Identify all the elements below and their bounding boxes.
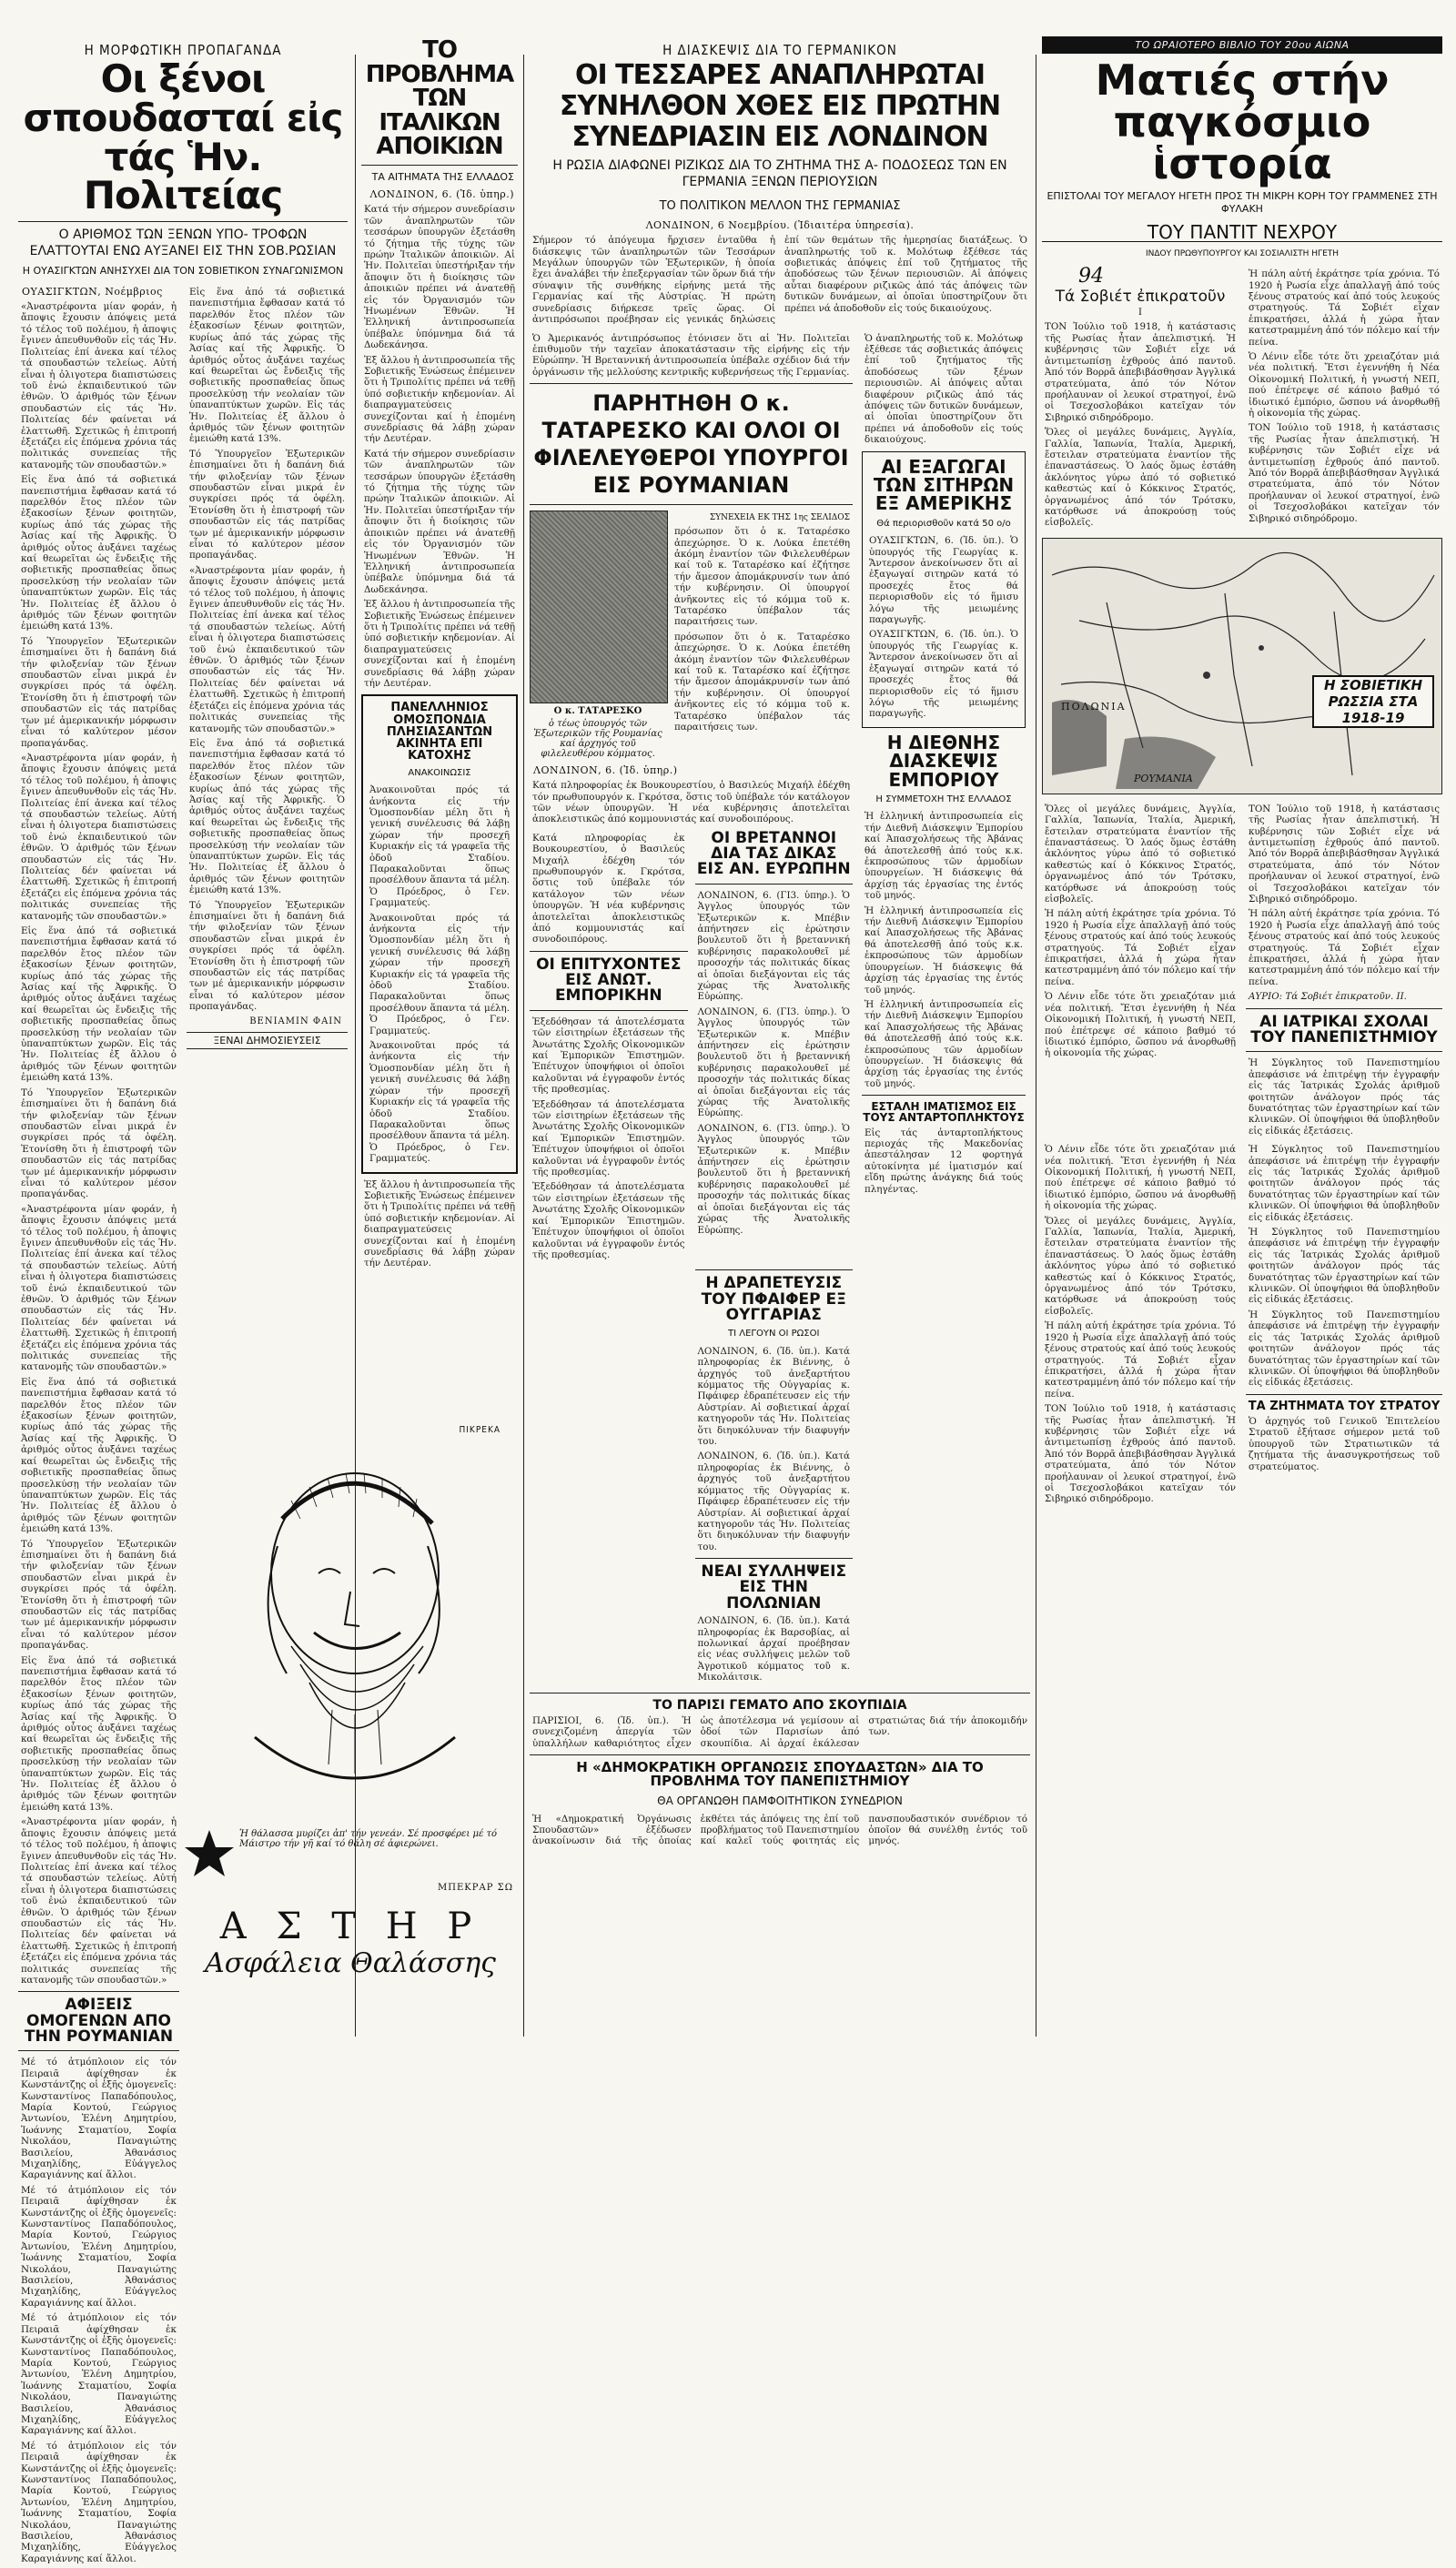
body-paragraph: πρόσωπον ὅτι ὁ κ. Ταταρέσκο ἀπεχώρησε. Ὁ κ. Λούκα ἐπετέθη ἀκόμη ἐναντίον τῶν Φιλελευθέρων καί τοῦ κ. Ταταρέσκο καί ἐζήτησε τήν ἄμεσον ἀπομάκρυνσίν των ἀπό τήν κυβέρνησιν. Οἱ ὑπουργοί ἀνῆκοντες εἰς τό κόμμα τοῦ κ. Ταταρέσκο ὑπέβαλον τάς παραιτήσεις των. (674, 631, 850, 733)
body-paragraph: ΤΟΝ Ἰούλιο τοῦ 1918, ἡ κατάστασις τῆς Ρωσίας ἦταν ἀπελπιστική. Ἡ κυβέρνησις τῶν Σοβιέτ εἶχε νά ἀντιμετωπίσῃ ἐχθρούς ἀπό παντοῦ. Ἀπό τόν Βορρᾶ ἀπεβιβάσθησαν Ἀγγλικά στρατεύματα, ἀπό τόν Νότον προήλαυναν οἱ λευκοί στρατηγοί, ἐνῶ οἱ Τσεχοσλοβάκοι κατεῖχαν τόν Σιβηρικό σιδηρόδρομο. (1249, 803, 1440, 905)
body-paragraph: Ὅλες οἱ μεγάλες δυνάμεις, Ἀγγλία, Γαλλία, Ἰαπωνία, Ἰταλία, Ἀμερική, ἔστειλαν στρατεύματα ἐναντίον τῆς ἐπαναστάσεως. Ὁ λαός ὅμως ἐστάθη ἀκλόνητος γύρω ἀπό τό σοβιετικό καθεστώς καί ὁ Κόκκινος Στρατός, ὀργανωμένος ἀπό τόν Τρότσκυ, κατόρθωσε νά ἀποκρούσῃ τούς εἰσβολεῖς. (1045, 803, 1236, 905)
author-name: ΤΟΥ ΠΑΝΤΙΤ ΝΕΧΡΟΥ (1042, 223, 1442, 242)
body-paragraph: ΛΟΝΔΙΝΟΝ, 6. (Ἰδ. ὑπ.). Κατά πληροφορίας ἐκ Βαρσοβίας, αἱ πολωνικαί ἀρχαί προέβησαν εἰς νέας συλλήψεις μελῶν τοῦ Ἀγροτικοῦ κόμματος τοῦ κ. Μικολάιτσικ. (697, 1615, 850, 1683)
body-paragraph: ΛΟΝΔΙΝΟΝ, 6. (Ἰδ. ὑπ.). Κατά πληροφορίας ἐκ Βιέννης, ὁ ἀρχηγός τοῦ ἀνεξαρτήτου κόμματος τῆς Οὐγγαρίας κ. Πφάιφερ ἐδραπέτευσεν εἰς τήν Αὐστρίαν. Αἱ σοβιετικαί ἀρχαί κατηγοροῦν τάς Ἡν. Πολιτείας ὅτι διηυκόλυναν τήν διαφυγήν του. (697, 1451, 850, 1552)
body-paragraph: ΤΟΝ Ἰούλιο τοῦ 1918, ἡ κατάστασις τῆς Ρωσίας ἦταν ἀπελπιστική. Ἡ κυβέρνησις τῶν Σοβιέτ εἶχε νά ἀντιμετωπίσῃ ἐχθρούς ἀπό παντοῦ. Ἀπό τόν Βορρᾶ ἀπεβιβάσθησαν Ἀγγλικά στρατεύματα, ἀπό τόν Νότον προήλαυναν οἱ λευκοί στρατηγοί, ἐνῶ οἱ Τσεχοσλοβάκοι κατεῖχαν τόν Σιβηρικό σιδηρόδρομο. (1249, 422, 1440, 524)
subhead: ΤΑ ΑΙΤΗΜΑΤΑ ΤΗΣ ΕΛΛΑΔΟΣ (371, 170, 514, 183)
headline-parisi: ΤΟ ΠΑΡΙΣΙ ΓΕΜΑΤΟ ΑΠΟ ΣΚΟΥΠΙΔΙΑ (652, 1697, 907, 1713)
ad-brand: Α Σ Τ Η Ρ (219, 1906, 481, 1947)
body-paragraph: «Ἀναστρέφοντα μίαν φοράν, ἡ ἄποψις ἔχουσιν ἀπόψεις μετά τό τέλος τοῦ πολέμου, ἡ ἀποψις ἔγινεν ἀπευθυνθοῦν εἰς τάς Ἡν. Πολιτείας ἐπί ἀνεκα καί τέλος τά σπουδαστών τελείως. Αὐτή εἶναι ἡ ὀλιγοτερα διαπιστώσεις τοῦ ἐνώ ἐκπαιδευτικού τῶν ἐθνῶν. Ὁ ἀριθμός τῶν ξένων σπουδαστών εἰς τάς Ἡν. Πολιτείας δέν φαίνεται νά ἐλαττωθῆ. Σχετικῶς ἡ ἐπιτροπή ἐξετάζει εἰς ἐπόμενα χρόνια τάς πολιτικάς συνεπείας τῆς κατανομῆς τῶν σπουδαστῶν.» (21, 1816, 177, 1986)
body-paragraph: Ἡ πάλη αὐτή ἐκράτησε τρία χρόνια. Τό 1920 ἡ Ρωσία εἶχε ἀπαλλαγῇ ἀπό τούς ξένους στρατούς καί ἀπό τούς λευκούς στρατηγούς. Τά Σοβιέτ εἶχαν ἐπικρατήσει, ἀλλά ἡ χώρα ἦταν κατεστραμμένη ἀπό τόν πόλεμο καί τήν πείνα. (1045, 908, 1236, 987)
byline: ΒΕΝΙΑΜΙΝ ΦΑΙΝ (249, 1016, 342, 1026)
headline-drapeteusis: Η ΔΡΑΠΕΤΕΥΣΙΣ ΤΟΥ ΠΦΑΙΦΕΡ ΕΞ ΟΥΓΓΑΡΙΑΣ (701, 1274, 846, 1324)
body-paragraph: Ἀνακοινοῦται πρός τά ἀνήκοντα εἰς τήν Ὁμοσπονδίαν μέλη ὅτι ἡ γενική συνέλευσις θά λάβῃ χώραν τήν προσεχῆ Κυριακήν εἰς τά γραφεῖα τῆς ὁδοῦ Σταδίου. Παρακαλοῦνται ὅπως προσέλθουν ἅπαντα τά μέλη. Ὁ Πρόεδρος, ὁ Γεν. Γραμματεύς. (369, 912, 510, 1036)
body-paragraph: Μέ τό ἀτμόπλοιον εἰς τόν Πειραιᾶ ἀφίχθησαν ἐκ Κωνστάντζης οἱ ἑξῆς ὁμογενεῖς: Κωνσταντίνος Παπαδόπουλος, Μαρία Κοντού, Γεώργιος Ἀντωνίου, Ἑλένη Δημητρίου, Ἰωάννης Σταματίου, Σοφία Νικολάου, Παναγιώτης Βασιλείου, Ἀθανάσιος Μιχαηλίδης, Εὐάγγελος Καραγιάννης καί ἄλλοι. (21, 2184, 177, 2309)
body-paragraph: Κατά τήν σήμερον συνεδρίασιν τῶν ἀναπληρωτῶν τῶν τεσσάρων ὑπουργῶν ἐξετάσθη τό ζήτημα τῆς τύχης τῶν πρώην Ἰταλικῶν ἀποικιῶν. Αἱ Ἡν. Πολιτεῖαι ὑπεστήριξαν τήν ἄποψιν ὅτι ἡ διοίκησις τῶν ἀποικιῶν πρέπει νά ἀνατεθῇ εἰς τόν Ὀργανισμόν τῶν Ἡνωμένων Ἐθνῶν. Ἡ Ἑλληνική ἀντιπροσωπεία ὑπέβαλε ὑπόμνημα διά τά Δωδεκάνησα. (364, 204, 515, 351)
body-paragraph: Ἀνακοινοῦται πρός τά ἀνήκοντα εἰς τήν Ὁμοσπονδίαν μέλη ὅτι ἡ γενική συνέλευσις θά λάβῃ χώραν τήν προσεχῆ Κυριακήν εἰς τά γραφεῖα τῆς ὁδοῦ Σταδίου. Παρακαλοῦνται ὅπως προσέλθουν ἅπαντα τά μέλη. Ὁ Πρόεδρος, ὁ Γεν. Γραμματεύς. (369, 784, 510, 909)
kicker: Η ΜΟΡΦΩΤΙΚΗ ΠΡΟΠΑΓΑΝΔΑ (84, 42, 282, 58)
author-description: ΙΝΔΟΥ ΠΡΩΘΥΠΟΥΡΓΟΥ ΚΑΙ ΣΟΣΙΑΛΙΣΤΗ ΗΓΕΤΗ (1145, 248, 1340, 258)
photo-caption: Ο κ. ΤΑΤΑΡΕΣΚΟ (553, 706, 642, 717)
headline-paraitisi-tataresko: ΠΑΡΗΤΗΘΗ Ο κ. ΤΑΤΑΡΕΣΚΟ ΚΑΙ ΟΛΟΙ ΟΙ ΦΙΛΕΛΕΥΘΕΡΟΙ ΥΠΟΥΡΓΟΙ ΕΙΣ ΡΟΥΜΑΝΙΑΝ (533, 390, 849, 499)
body-paragraph: Μέ τό ἀτμόπλοιον εἰς τόν Πειραιᾶ ἀφίχθησαν ἐκ Κωνστάντζης οἱ ἑξῆς ὁμογενεῖς: Κωνσταντίνος Παπαδόπουλος, Μαρία Κοντού, Γεώργιος Ἀντωνίου, Ἑλένη Δημητρίου, Ἰωάννης Σταματίου, Σοφία Νικολάου, Παναγιώτης Βασιλείου, Ἀθανάσιος Μιχαηλίδης, Εὐάγγελος Καραγιάννης καί ἄλλοι. (21, 2057, 177, 2181)
dateline: ΛΟΝΔΙΝΟΝ, 6. (Ἰδ. ὑπηρ.) (369, 188, 514, 201)
headline-zitimata-stratou: ΤΑ ΖΗΤΗΜΑΤΑ ΤΟΥ ΣΤΡΑΤΟΥ (1248, 1399, 1441, 1413)
body-paragraph: Εἰς ἕνα ἀπό τά σοβιετικά πανεπιστήμια ἔφθασαν κατά τό παρελθόν ἔτος πλέον τῶν ἑξακοσίων ξένων φοιτητῶν, κυρίως ἀπό τάς χώρας τῆς Ἀσίας καί τῆς Ἀφρικῆς. Ὁ ἀριθμός οὗτος ἀυξάνει ταχέως καί θεωρεῖται ὡς ἔνδειξις τῆς σοβιετικῆς προσπαθείας ὅπως προσελκύσῃ τήν νεολαίαν τῶν ὑπαναπτύκτων χωρῶν. Εἰς τάς Ἡν. Πολιτείας ἐξ ἄλλου ὁ ἀριθμός τῶν ξένων φοιτητῶν ἐμειώθη κατά 13%. (189, 737, 345, 896)
column-nehru-history (1042, 36, 1442, 2046)
lower-left (530, 329, 853, 1687)
body-paragraph: Ὁ Λένιν εἶδε τότε ὅτι χρειαζόταν μιά νέα πολιτική. Ἔτσι ἐγεννήθη ἡ Νέα Οἰκονομική Πολιτική, ἡ γνωστή ΝΕΠ, πού ἐπέτρεψε σέ κάποιο βαθμό τό ἰδιωτικό ἐμπόριο, ὥσπου νά ἀνορθωθῇ ἡ οἰκονομία τῆς χώρας. (1045, 991, 1236, 1059)
body-paragraph: Ὅλες οἱ μεγάλες δυνάμεις, Ἀγγλία, Γαλλία, Ἰαπωνία, Ἰταλία, Ἀμερική, ἔστειλαν στρατεύματα ἐναντίον τῆς ἐπαναστάσεως. Ὁ λαός ὅμως ἐστάθη ἀκλόνητος γύρω ἀπό τό σοβιετικό καθεστώς καί ὁ Κόκκινος Στρατός, ὀργανωμένος ἀπό τόν Τρότσκυ, κατόρθωσε νά ἀποκρούσῃ τούς εἰσβολεῖς. (1045, 427, 1236, 529)
body-paragraph: Ἡ πάλη αὐτή ἐκράτησε τρία χρόνια. Τό 1920 ἡ Ρωσία εἶχε ἀπαλλαγῇ ἀπό τούς ξένους στρατούς καί ἀπό τούς λευκούς στρατηγούς. Τά Σοβιέτ εἶχαν ἐπικρατήσει, ἀλλά ἡ χώρα ἦταν κατεστραμμένη ἀπό τόν πόλεμο καί τήν πείνα. (1249, 908, 1440, 987)
cartoon-caption: Ἡ θάλασσα μυρίζει ἀπ' τήν γενεάν. Σέ προσφέρει μέ τό Μάιστρο τήν γῆ καί τό θάλη σέ ἀφιερώνει. (239, 1829, 498, 1849)
chapter-title: Τά Σοβιέτ ἐπικρατοῦν (1055, 288, 1226, 307)
photo-subcaption: ὁ τέως ὑπουργός τῶν Ἐξωτερικῶν τῆς Ρουμανίας καί ἀρχηγός τοῦ φιλελευθέρου κόμματος. (533, 719, 662, 760)
column-rule (523, 55, 524, 2037)
subhead-secondary: Η ΟΥΑΣΙΓΚΤΩΝ ΑΝΗΣΥΧΕΙ ΔΙΑ ΤΟΝ ΣΟΒΙΕΤΙΚΟΝ ΣΥΝΑΓΩΝΙΣΜΟΝ (22, 265, 344, 278)
lower-section (530, 329, 1030, 1687)
map-label-romania: ΡΟΥΜΑΝΙΑ (1134, 772, 1193, 784)
body-paragraph: Ὅλες οἱ μεγάλες δυνάμεις, Ἀγγλία, Γαλλία, Ἰαπωνία, Ἰταλία, Ἀμερική, ἔστειλαν στρατεύματα ἐναντίον τῆς ἐπαναστάσεως. Ὁ λαός ὅμως ἐστάθη ἀκλόνητος γύρω ἀπό τό σοβιετικό καθεστώς καί ὁ Κόκκινος Στρατός, ὀργανωμένος ἀπό τόν Τρότσκυ, κατόρθωσε νά ἀποκρούσῃ τούς εἰσβολεῖς. (1045, 1215, 1236, 1317)
continued-tag: ΣΥΝΕΧΕΙΑ ΕΚ ΤΗΣ 1ης ΣΕΛΙΔΟΣ (709, 513, 850, 523)
map-legend: Η ΣΟΒΙΕΤΙΚΗ ΡΩΣΣΙΑ ΣΤΑ 1918-19 (1312, 675, 1434, 728)
headline-epitixontes: ΟΙ ΕΠΙΤΥΧΟΝΤΕΣ ΕΙΣ ΑΝΩΤ. ΕΜΠΟΡΙΚΗΝ (536, 955, 682, 1006)
subhead: Η ΣΥΜΜΕΤΟΧΗ ΤΗΣ ΕΛΛΑΔΟΣ (875, 794, 1012, 804)
body-paragraph: Εἰς ἕνα ἀπό τά σοβιετικά πανεπιστήμια ἔφθασαν κατά τό παρελθόν ἔτος πλέον τῶν ἑξακοσίων ξένων φοιτητῶν, κυρίως ἀπό τάς χώρας τῆς Ἀσίας καί τῆς Ἀφρικῆς. Ὁ ἀριθμός οὗτος ἀυξάνει ταχέως καί θεωρεῖται ὡς ἔνδειξις τῆς σοβιετικῆς προσπαθείας ὅπως προσελκύσῃ τήν νεολαίαν τῶν ὑπαναπτύκτων χωρῶν. Εἰς τάς Ἡν. Πολιτείας ἐξ ἄλλου ὁ ἀριθμός τῶν ξένων φοιτητῶν ἐμειώθη κατά 13%. (189, 287, 345, 445)
body-paragraph: Ἡ ἑλληνική ἀντιπροσωπεία εἰς τήν Διεθνῆ Διάσκεψιν Ἐμπορίου καί Ἀπασχολήσεως τῆς Ἀβάνας θά ἀποτελεσθῇ ἀπό τούς κ.κ. ἐκπροσώπους τῶν ἁρμοδίων ὑπουργείων. Ἡ διάσκεψις θά ἀρχίσῃ τάς ἐργασίας της ἐντός τοῦ μηνός. (864, 998, 1023, 1089)
body-paragraph: ΤΟΝ Ἰούλιο τοῦ 1918, ἡ κατάστασις τῆς Ρωσίας ἦταν ἀπελπιστική. Ἡ κυβέρνησις τῶν Σοβιέτ εἶχε νά ἀντιμετωπίσῃ ἐχθρούς ἀπό παντοῦ. Ἀπό τόν Βορρᾶ ἀπεβιβάσθησαν Ἀγγλικά στρατεύματα, ἀπό τόν Νότον προήλαυναν οἱ λευκοί στρατηγοί, ἐνῶ οἱ Τσεχοσλοβάκοι κατεῖχαν τόν Σιβηρικό σιδηρόδρομο. (1045, 1403, 1236, 1505)
body-paragraph: Εἰς ἕνα ἀπό τά σοβιετικά πανεπιστήμια ἔφθασαν κατά τό παρελθόν ἔτος πλέον τῶν ἑξακοσίων ξένων φοιτητῶν, κυρίως ἀπό τάς χώρας τῆς Ἀσίας καί τῆς Ἀφρικῆς. Ὁ ἀριθμός οὗτος ἀυξάνει ταχέως καί θεωρεῖται ὡς ἔνδειξις τῆς σοβιετικῆς προσπαθείας ὅπως προσελκύσῃ τήν νεολαίαν τῶν ὑπαναπτύκτων χωρῶν. Εἰς τάς Ἡν. Πολιτείας ἐξ ἄλλου ὁ ἀριθμός τῶν ξένων φοιτητῶν ἐμειώθη κατά 13%. (21, 474, 177, 632)
body-paragraph: Κατά πληροφορίας ἐκ Βουκουρεστίου, ὁ Βασιλεύς Μιχαήλ ἐδέχθη τόν πρωθυπουργόν κ. Γκρότσα, ὅστις τοῦ ὑπέβαλε τόν κατάλογον τῶν νέων ὑπουργῶν. Ἡ νέα κυβέρνησις ἀποτελεῖται ἀποκλειστικῶς ἀπό κομμουνιστάς καί συνοδοιπόρους. (532, 780, 850, 825)
headline-afixeis: ΑΦΙΞΕΙΣ ΟΜΟΓΕΝΩΝ ΑΠΟ ΤΗΝ ΡΟΥΜΑΝΙΑΝ (24, 1996, 174, 2047)
map-illustration (1043, 539, 1443, 794)
chapter-number: I (1138, 308, 1142, 318)
body-paragraph: πρόσωπον ὅτι ὁ κ. Ταταρέσκο ἀπεχώρησε. Ὁ κ. Λούκα ἐπετέθη ἀκόμη ἐναντίον τῶν Φιλελευθέρων καί τοῦ κ. Ταταρέσκο καί ἐζήτησε τήν ἄμεσον ἀπομάκρυνσίν των ἀπό τήν κυβέρνησιν. Οἱ ὑπουργοί ἀνῆκοντες εἰς τό κόμμα τοῦ κ. Ταταρέσκο ὑπέβαλον τάς παραιτήσεις των. (674, 526, 850, 628)
body-paragraph: Ἐξεδόθησαν τά ἀποτελέσματα τῶν εἰσιτηρίων ἐξετάσεων τῆς Ἀνωτάτης Σχολῆς Οἰκονομικῶν καί Ἐμπορικῶν Ἐπιστημῶν. Ἐπέτυχον ὑποψήφιοι οἱ ὁποῖοι καλοῦνται νά ἐγγραφοῦν ἐντός τῆς προθεσμίας. (532, 1016, 685, 1096)
headline-exagogai: ΑΙ ΕΞΑΓΩΓΑΙ ΤΩΝ ΣΙΤΗΡΩΝ ΕΞ ΑΜΕΡΙΚΗΣ (873, 455, 1015, 515)
body-paragraph: ΟΥΑΣΙΓΚΤΩΝ, 6. (Ἰδ. ὑπ.). Ὁ ὑπουργός τῆς Γεωργίας κ. Ἄντερσον ἀνεκοίνωσεν ὅτι αἱ ἐξαγωγαί σιτηρῶν κατά τό προσεχές ἔτος θά περιορισθοῦν εἰς τό ἥμισυ λόγω τῆς μειωμένης παραγωγῆς. (869, 535, 1018, 626)
body-paragraph: Σήμερον τό ἀπόγευμα ἤρχισεν ἐνταῦθα ἡ διάσκεψις τῶν ἀναπληρωτῶν τῶν Τεσσάρων Μεγάλων ὑπουργῶν τῶν Ἐξωτερικῶν, ἡ ὁποία ἔχει ἀναλάβει τήν ἐπεξεργασίαν τῶν ὅρων διά τήν σύναψιν τῆς συνθήκης εἰρήνης μετά τῆς Γερμανίας καί τῆς Αὐστρίας. Ἡ πρώτη συνεδρίασις διήρκεσε τρεῖς ὥρας. Οἱ ἀντιπρόσωποι προέβησαν εἰς γενικάς δηλώσεις ἐπί τῶν θεμάτων τῆς ἡμερησίας διατάξεως. Ὁ ἀναπληρωτής τοῦ κ. Μολότωφ ἐξέθεσε τάς σοβιετικάς ἀπόψεις ἐπί τοῦ ζητήματος τῆς ἀποδόσεως τῶν ξένων περιουσιῶν. Αἱ ἀπόψεις αὗται διαφέρουν ριζικῶς ἀπό τάς ἀπόψεις τῶν δυτικῶν δυνάμεων, αἱ ὁποῖαι ὑποστηρίζουν ὅτι πρέπει νά ἀποδοθοῦν εἰς τούς δικαιούχους. (532, 235, 1027, 326)
body-paragraph: Ἡ «Δημοκρατική Ὀργάνωσις Σπουδαστῶν» ἐξέδωσεν ἀνακοίνωσιν διά τῆς ὁποίας ἐκθέτει τάς ἀπόψεις της ἐπί τοῦ προβλήματος τοῦ Πανεπιστημίου καί καλεῖ τούς φοιτητάς εἰς πανσπουδαστικόν συνέδριον τό ὁποῖον θά συνέλθῃ ἐντός τοῦ μηνός. (532, 1813, 1027, 1847)
headline-maties-istoria: Ματιές στήν παγκόσμιο ἱστορία (1095, 56, 1390, 188)
body-paragraph: Ὁ ἀρχηγός τοῦ Γενικοῦ Ἐπιτελείου Στρατοῦ ἐξήτασε σήμερον μετά τοῦ ὑπουργοῦ τῶν Στρατιωτικῶν τά ζητήματα τῆς ἀνασυγκροτήσεως τοῦ στρατεύματος. (1249, 1415, 1440, 1472)
cartoon-sailor-illustration (182, 1437, 510, 1819)
dateline: ΛΟΝΔΙΝΟΝ, 6. (Ἰδ. ὑπηρ.) (533, 764, 678, 777)
body-paragraph: «Ἀναστρέφοντα μίαν φοράν, ἡ ἄποψις ἔχουσιν ἀπόψεις μετά τό τέλος τοῦ πολέμου, ἡ ἀποψις ἔγινεν ἀπευθυνθοῦν εἰς τάς Ἡν. Πολιτείας ἐπί ἀνεκα καί τέλος τά σπουδαστών τελείως. Αὐτή εἶναι ἡ ὀλιγοτερα διαπιστώσεις τοῦ ἐνώ ἐκπαιδευτικού τῶν ἐθνῶν. Ὁ ἀριθμός τῶν ξένων σπουδαστών εἰς τάς Ἡν. Πολιτείας δέν φαίνεται νά ἐλαττωθῆ. Σχετικῶς ἡ ἐπιτροπή ἐξετάζει εἰς ἐπόμενα χρόνια τάς πολιτικάς συνεπείας τῆς κατανομῆς τῶν σπουδαστῶν.» (21, 301, 177, 470)
body-paragraph: Εἰς ἕνα ἀπό τά σοβιετικά πανεπιστήμια ἔφθασαν κατά τό παρελθόν ἔτος πλέον τῶν ἑξακοσίων ξένων φοιτητῶν, κυρίως ἀπό τάς χώρας τῆς Ἀσίας καί τῆς Ἀφρικῆς. Ὁ ἀριθμός οὗτος ἀυξάνει ταχέως καί θεωρεῖται ὡς ἔνδειξις τῆς σοβιετικῆς προσπαθείας ὅπως προσελκύσῃ τήν νεολαίαν τῶν ὑπαναπτύκτων χωρῶν. Εἰς τάς Ἡν. Πολιτείας ἐξ ἄλλου ὁ ἀριθμός τῶν ξένων φοιτητῶν ἐμειώθη κατά 13%. (21, 925, 177, 1084)
headline-italikon-apoikion: ΤΟ ΠΡΟΒΛΗΜΑ ΤΩΝ ΙΤΑΛΙΚΩΝ ΑΠΟΙΚΙΩΝ (365, 36, 514, 161)
body-paragraph: Μέ τό ἀτμόπλοιον εἰς τόν Πειραιᾶ ἀφίχθησαν ἐκ Κωνστάντζης οἱ ἑξῆς ὁμογενεῖς: Κωνσταντίνος Παπαδόπουλος, Μαρία Κοντού, Γεώργιος Ἀντωνίου, Ἑλένη Δημητρίου, Ἰωάννης Σταματίου, Σοφία Νικολάου, Παναγιώτης Βασιλείου, Ἀθανάσιος Μιχαηλίδης, Εὐάγγελος Καραγιάννης καί ἄλλοι. (21, 2440, 177, 2564)
body-paragraph: ΛΟΝΔΙΝΟΝ, 6. (ΓΙ3. ὑπηρ.). Ὁ Ἀγγλος ὑπουργός τῶν Ἐξωτερικῶν κ. Μπέβιν ἀπήντησεν εἰς ἐρώτησιν βουλευτοῦ ὅτι ἡ βρεταννική κυβέρνησις παρακολουθεῖ μέ προσοχήν τάς πολιτικάς δίκας αἱ ὁποῖαι διεξάγονται εἰς τάς χώρας τῆς Ἀνατολικῆς Εὐρώπης. (697, 1006, 850, 1119)
body-paragraph: ΤΟΝ Ἰούλιο τοῦ 1918, ἡ κατάστασις τῆς Ρωσίας ἦταν ἀπελπιστική. Ἡ κυβέρνησις τῶν Σοβιέτ εἶχε νά ἀντιμετωπίσῃ ἐχθρούς ἀπό παντοῦ. Ἀπό τόν Βορρᾶ ἀπεβιβάσθησαν Ἀγγλικά στρατεύματα, ἀπό τόν Νότον προήλαυναν οἱ λευκοί στρατηγοί, ἐνῶ οἱ Τσεχοσλοβάκοι κατεῖχαν τόν Σιβηρικό σιδηρόδρομο. (1045, 321, 1236, 423)
body-paragraph: Ὁ Λένιν εἶδε τότε ὅτι χρειαζόταν μιά νέα πολιτική. Ἔτσι ἐγεννήθη ἡ Νέα Οἰκονομική Πολιτική, ἡ γνωστή ΝΕΠ, πού ἐπέτρεψε σέ κάποιο βαθμό τό ἰδιωτικό ἐμπόριο, ὥσπου νά ἀνορθωθῇ ἡ οἰκονομία τῆς χώρας. (1045, 1144, 1236, 1212)
body-paragraph: Ἡ Σύγκλητος τοῦ Πανεπιστημίου ἀπεφάσισε νά ἐπιτρέψῃ τήν ἐγγραφήν εἰς τάς Ἰατρικάς Σχολάς ἀριθμοῦ φοιτητῶν ἀνάλογον πρός τάς δυνατότητας τῶν ἐργαστηρίων καί τῶν κλινικῶν. Οἱ ὑποψήφιοι θά ὑποβληθοῦν εἰς εἰδικάς ἐξετάσεις. (1249, 1057, 1440, 1137)
headline-dimokratiki-organosi: Η «ΔΗΜΟΚΡΑΤΙΚΗ ΟΡΓΑΝΩΣΙΣ ΣΠΟΥΔΑΣΤΩΝ» ΔΙΑ ΤΟ ΠΡΟΒΛΗΜΑ ΤΟΥ ΠΑΝΕΠΙΣΤΗΜΙΟΥ (576, 1759, 984, 1790)
body-paragraph: Εἰς τάς ἀνταρτοπλήκτους περιοχάς τῆς Μακεδονίας ἀπεστάλησαν 12 φορτηγά αὐτοκίνητα μέ ἱματισμόν καί εἴδη πρώτης ἀνάγκης διά τούς πληγέντας. (864, 1127, 1023, 1195)
next-episode-note: ΑΥΡΙΟ: Τά Σοβιέτ ἐπικρατοῦν. II. (1249, 991, 1407, 1003)
subhead: Η ΡΩΣΙΑ ΔΙΑΦΩΝΕΙ ΡΙΖΙΚΩΣ ΔΙΑ ΤΟ ΖΗΤΗΜΑ ΤΗΣ Α- ΠΟΔΟΣΕΩΣ ΤΩΝ ΕΝ ΓΕΡΜΑΝΙΑ ΞΕΝΩΝ ΠΕΡΙΟΥΣΙΩΝ (552, 158, 1007, 189)
body-paragraph: «Ἀναστρέφοντα μίαν φοράν, ἡ ἄποψις ἔχουσιν ἀπόψεις μετά τό τέλος τοῦ πολέμου, ἡ ἀποψις ἔγινεν ἀπευθυνθοῦν εἰς τάς Ἡν. Πολιτείας ἐπί ἀνεκα καί τέλος τά σπουδαστών τελείως. Αὐτή εἶναι ἡ ὀλιγοτερα διαπιστώσεις τοῦ ἐνώ ἐκπαιδευτικού τῶν ἐθνῶν. Ὁ ἀριθμός τῶν ξένων σπουδαστών εἰς τάς Ἡν. Πολιτείας δέν φαίνεται νά ἐλαττωθῆ. Σχετικῶς ἡ ἐπιτροπή ἐξετάζει εἰς ἐπόμενα χρόνια τάς πολιτικάς συνεπείας τῆς κατανομῆς τῶν σπουδαστῶν.» (189, 564, 345, 734)
body-paragraph: Τό Ὑπουργεῖον Ἐξωτερικῶν ἐπισημαίνει ὅτι ἡ δαπάνη διά τήν φιλοξενίαν τῶν ξένων σπουδαστῶν εἶναι μικρά ἐν συγκρίσει πρός τά ὀφέλη. Ἐτονίσθη ὅτι ἡ ἐπιστροφή τῶν σπουδαστῶν εἰς τάς πατρίδας των μέ ἀμερικανικήν μόρφωσιν εἶναι τό καλύτερον μέσον προπαγάνδας. (189, 899, 345, 1013)
announcement-box (361, 694, 518, 1173)
body-paragraph: «Ἀναστρέφοντα μίαν φοράν, ἡ ἄποψις ἔχουσιν ἀπόψεις μετά τό τέλος τοῦ πολέμου, ἡ ἀποψις ἔγινεν ἀπευθυνθοῦν εἰς τάς Ἡν. Πολιτείας ἐπί ἀνεκα καί τέλος τά σπουδαστών τελείως. Αὐτή εἶναι ἡ ὀλιγοτερα διαπιστώσεις τοῦ ἐνώ ἐκπαιδευτικού τῶν ἐθνῶν. Ὁ ἀριθμός τῶν ξένων σπουδαστών εἰς τάς Ἡν. Πολιτείας δέν φαίνεται νά ἐλαττωθῆ. Σχετικῶς ἡ ἐπιτροπή ἐξετάζει εἰς ἐπόμενα χρόνια τάς πολιτικάς συνεπείας τῆς κατανομῆς τῶν σπουδαστῶν.» (21, 1203, 177, 1373)
series-tag: ΤΟ ΩΡΑΙΟΤΕΡΟ ΒΙΒΛΙΟ ΤΟΥ 20ου ΑΙΩΝΑ (1042, 36, 1442, 54)
body-paragraph: Ἀνακοινοῦται πρός τά ἀνήκοντα εἰς τήν Ὁμοσπονδίαν μέλη ὅτι ἡ γενική συνέλευσις θά λάβῃ χώραν τήν προσεχῆ Κυριακήν εἰς τά γραφεῖα τῆς ὁδοῦ Σταδίου. Παρακαλοῦνται ὅπως προσέλθουν ἅπαντα τά μέλη. Ὁ Πρόεδρος, ὁ Γεν. Γραμματεύς. (369, 1040, 510, 1165)
body-paragraph: Κατά τήν σήμερον συνεδρίασιν τῶν ἀναπληρωτῶν τῶν τεσσάρων ὑπουργῶν ἐξετάσθη τό ζήτημα τῆς τύχης τῶν πρώην Ἰταλικῶν ἀποικιῶν. Αἱ Ἡν. Πολιτεῖαι ὑπεστήριξαν τήν ἄποψιν ὅτι ἡ διοίκησις τῶν ἀποικιῶν πρέπει νά ἀνατεθῇ εἰς τόν Ὀργανισμόν τῶν Ἡνωμένων Ἐθνῶν. Ἡ Ἑλληνική ἀντιπροσωπεία ὑπέβαλε ὑπόμνημα διά τά Δωδεκάνησα. (364, 448, 515, 595)
body-paragraph: Ὁ Λένιν εἶδε τότε ὅτι χρειαζόταν μιά νέα πολιτική. Ἔτσι ἐγεννήθη ἡ Νέα Οἰκονομική Πολιτική, ἡ γνωστή ΝΕΠ, πού ἐπέτρεψε σέ κάποιο βαθμό τό ἰδιωτικό ἐμπόριο, ὥσπου νά ἀνορθωθῇ ἡ οἰκονομία τῆς χώρας. (1249, 350, 1440, 420)
subhead: ΘΑ ΟΡΓΑΝΩΘΗ ΠΑΜΦΟΙΤΗΤΙΚΟΝ ΣΥΝΕΔΡΙΟΝ (657, 1794, 903, 1807)
portrait-photo-tataresko (530, 511, 668, 703)
body-paragraph: Ἐξεδόθησαν τά ἀποτελέσματα τῶν εἰσιτηρίων ἐξετάσεων τῆς Ἀνωτάτης Σχολῆς Οἰκονομικῶν καί Ἐμπορικῶν Ἐπιστημῶν. Ἐπέτυχον ὑποψήφιοι οἱ ὁποῖοι καλοῦνται νά ἐγγραφοῦν ἐντός τῆς προθεσμίας. (532, 1098, 685, 1178)
headline-iatrikai-scholai: ΑΙ ΙΑΤΡΙΚΑΙ ΣΧΟΛΑΙ ΤΟΥ ΠΑΝΕΠΙΣΤΗΜΙΟΥ (1250, 1012, 1438, 1047)
subhead-secondary: ΤΟ ΠΟΛΙΤΙΚΟΝ ΜΕΛΛΟΝ ΤΗΣ ΓΕΡΜΑΝΙΑΣ (659, 199, 901, 213)
body-paragraph: Κατά πληροφορίας ἐκ Βουκουρεστίου, ὁ Βασιλεύς Μιχαήλ ἐδέχθη τόν πρωθυπουργόν κ. Γκρότσα, ὅστις τοῦ ὑπέβαλε τόν κατάλογον τῶν νέων ὑπουργῶν. Ἡ νέα κυβέρνησις ἀποτελεῖται ἀποκλειστικῶς ἀπό κομμουνιστάς καί συνοδοιπόρους. (532, 832, 685, 945)
subhead: ΑΝΑΚΟΙΝΩΣΙΣ (408, 767, 471, 778)
body-paragraph: Τό Ὑπουργεῖον Ἐξωτερικῶν ἐπισημαίνει ὅτι ἡ δαπάνη διά τήν φιλοξενίαν τῶν ξένων σπουδαστῶν εἶναι μικρά ἐν συγκρίσει πρός τά ὀφέλη. Ἐτονίσθη ὅτι ἡ ἐπιστροφή τῶν σπουδαστῶν εἰς τάς πατρίδας των μέ ἀμερικανικήν μόρφωσιν εἶναι τό καλύτερον μέσον προπαγάνδας. (21, 1538, 177, 1652)
ad-slogan: Ασφάλεια Θαλάσσης (205, 1947, 496, 1979)
lower-right (862, 329, 1026, 1687)
body-paragraph: Ἐξεδόθησαν τά ἀποτελέσματα τῶν εἰσιτηρίων ἐξετάσεων τῆς Ἀνωτάτης Σχολῆς Οἰκονομικῶν καί Ἐμπορικῶν Ἐπιστημῶν. Ἐπέτυχον ὑποψήφιοι οἱ ὁποῖοι καλοῦνται νά ἐγγραφοῦν ἐντός τῆς προθεσμίας. (532, 1181, 685, 1260)
kicker: Η ΔΙΑΣΚΕΨΙΣ ΔΙΑ ΤΟ ΓΕΡΜΑΝΙΚΟΝ (662, 42, 897, 58)
body-paragraph: Ἐξ ἄλλου ἡ ἀντιπροσωπεία τῆς Σοβιετικῆς Ἑνώσεως ἐπέμεινεν ὅτι ἡ Τριπολίτις πρέπει νά τεθῇ ὑπό σοβιετικήν κηδεμονίαν. Αἱ διαπραγματεύσεις συνεχίζονται καί ἡ ἑπομένη συνεδρίασις θά λάβῃ χώραν τήν Δευτέραν. (364, 354, 515, 445)
body-paragraph: Τό Ὑπουργεῖον Ἐξωτερικῶν ἐπισημαίνει ὅτι ἡ δαπάνη διά τήν φιλοξενίαν τῶν ξένων σπουδαστῶν εἶναι μικρά ἐν συγκρίσει πρός τά ὀφέλη. Ἐτονίσθη ὅτι ἡ ἐπιστροφή τῶν σπουδαστῶν εἰς τάς πατρίδας των μέ ἀμερικανικήν μόρφωσιν εἶναι τό καλύτερον μέσον προπαγάνδας. (21, 635, 177, 749)
body-paragraph: Ἐξ ἄλλου ἡ ἀντιπροσωπεία τῆς Σοβιετικῆς Ἑνώσεως ἐπέμεινεν ὅτι ἡ Τριπολίτις πρέπει νά τεθῇ ὑπό σοβιετικήν κηδεμονίαν. Αἱ διαπραγματεύσεις συνεχίζονται καί ἡ ἑπομένη συνεδρίασις θά λάβῃ χώραν τήν Δευτέραν. (364, 599, 515, 689)
headline-vretannoi: ΟΙ ΒΡΕΤΑΝΝΟΙ ΔΙΑ ΤΑΣ ΔΙΚΑΣ ΕΙΣ ΑΝ. ΕΥΡΩΠΗΝ (696, 828, 851, 879)
headline-omospondia: ΠΑΝΕΛΛΗΝΙΟΣ ΟΜΟΣΠΟΝΔΙΑ ΠΛΗΣΙΑΣΑΝΤΩΝ ΑΚΙΝΗΤΑ ΕΠΙ ΚΑΤΟΧΗΣ (386, 701, 493, 763)
column-diaskepsis-germanikon (530, 36, 1030, 2046)
headline-xenoi-spoudastai: Οι ξένοι σπουδασταί εἰς τάς Ἡν. Πολιτείας (23, 56, 343, 218)
body-paragraph: Ἡ ἑλληνική ἀντιπροσωπεία εἰς τήν Διεθνῆ Διάσκεψιν Ἐμπορίου καί Ἀπασχολήσεως τῆς Ἀβάνας θά ἀποτελεσθῇ ἀπό τούς κ.κ. ἐκπροσώπους τῶν ἁρμοδίων ὑπουργείων. Ἡ διάσκεψις θά ἀρχίσῃ τάς ἐργασίας της ἐντός τοῦ μηνός. (864, 811, 1023, 902)
dateline: ΟΥΑΣΙΓΚΤΩΝ, Νοέμβριος (22, 286, 163, 298)
body-paragraph: Ἐξ ἄλλου ἡ ἀντιπροσωπεία τῆς Σοβιετικῆς Ἑνώσεως ἐπέμεινεν ὅτι ἡ Τριπολίτις πρέπει νά τεθῇ ὑπό σοβιετικήν κηδεμονίαν. Αἱ διαπραγματεύσεις συνεχίζονται καί ἡ ἑπομένη συνεδρίασις θά λάβῃ χώραν τήν Δευτέραν. (364, 1178, 515, 1269)
body-paragraph: Τό Ὑπουργεῖον Ἐξωτερικῶν ἐπισημαίνει ὅτι ἡ δαπάνη διά τήν φιλοξενίαν τῶν ξένων σπουδαστῶν εἶναι μικρά ἐν συγκρίσει πρός τά ὀφέλη. Ἐτονίσθη ὅτι ἡ ἐπιστροφή τῶν σπουδαστῶν εἰς τάς πατρίδας των μέ ἀμερικανικήν μόρφωσιν εἶναι τό καλύτερον μέσον προπαγάνδας. (189, 448, 345, 561)
body-paragraph: Ἡ Σύγκλητος τοῦ Πανεπιστημίου ἀπεφάσισε νά ἐπιτρέψῃ τήν ἐγγραφήν εἰς τάς Ἰατρικάς Σχολάς ἀριθμοῦ φοιτητῶν ἀνάλογον πρός τάς δυνατότητας τῶν ἐργαστηρίων καί τῶν κλινικῶν. Οἱ ὑποψήφιοι θά ὑποβληθοῦν εἰς εἰδικάς ἐξετάσεις. (1249, 1309, 1440, 1389)
advertisement-aster (182, 1420, 519, 2020)
body-paragraph: Ἡ ἑλληνική ἀντιπροσωπεία εἰς τήν Διεθνῆ Διάσκεψιν Ἐμπορίου καί Ἀπασχολήσεως τῆς Ἀβάνας θά ἀποτελεσθῇ ἀπό τούς κ.κ. ἐκπροσώπους τῶν ἁρμοδίων ὑπουργείων. Ἡ διάσκεψις θά ἀρχίσῃ τάς ἐργασίας της ἐντός τοῦ μηνός. (864, 905, 1023, 996)
body-paragraph: ΠΑΡΙΣΙΟΙ, 6. (Ἰδ. ὑπ.). Ἡ συνεχιζομένη ἀπεργία τῶν ὑπαλλήλων καθαριότητος εἶχεν ὡς ἀποτέλεσμα νά γεμίσουν αἱ ὁδοί τῶν Παρισίων ἀπό σκουπίδια. Αἱ ἀρχαί ἐκάλεσαν στρατιώτας διά τήν ἀποκομιδήν των. (532, 1714, 1027, 1749)
exagogai-box (862, 451, 1026, 728)
body-paragraph: «Ἀναστρέφοντα μίαν φοράν, ἡ ἄποψις ἔχουσιν ἀπόψεις μετά τό τέλος τοῦ πολέμου, ἡ ἀποψις ἔγινεν ἀπευθυνθοῦν εἰς τάς Ἡν. Πολιτείας ἐπί ἀνεκα καί τέλος τά σπουδαστών τελείως. Αὐτή εἶναι ἡ ὀλιγοτερα διαπιστώσεις τοῦ ἐνώ ἐκπαιδευτικού τῶν ἐθνῶν. Ὁ ἀριθμός τῶν ξένων σπουδαστών εἰς τάς Ἡν. Πολιτείας δέν φαίνεται νά ἐλαττωθῆ. Σχετικῶς ἡ ἐπιτροπή ἐξετάζει εἰς ἐπόμενα χρόνια τάς πολιτικάς συνεπείας τῆς κατανομῆς τῶν σπουδαστῶν.» (21, 752, 177, 922)
body-paragraph: ΛΟΝΔΙΝΟΝ, 6. (ΓΙ3. ὑπηρ.). Ὁ Ἀγγλος ὑπουργός τῶν Ἐξωτερικῶν κ. Μπέβιν ἀπήντησεν εἰς ἐρώτησιν βουλευτοῦ ὅτι ἡ βρεταννική κυβέρνησις παρακολουθεῖ μέ προσοχήν τάς πολιτικάς δίκας αἱ ὁποῖαι διεξάγονται εἰς τάς χώρας τῆς Ἀνατολικῆς Εὐρώπης. (697, 889, 850, 1003)
headline-syllipseis: ΝΕΑΙ ΣΥΛΛΗΨΕΙΣ ΕΙΣ ΤΗΝ ΠΟΛΩΝΙΑΝ (701, 1562, 847, 1613)
body-paragraph: Ὁ Ἀμερικανός ἀντιπρόσωπος ἐτόνισεν ὅτι αἱ Ἡν. Πολιτεῖαι ἐπιθυμοῦν τήν ταχεῖαν ἀποκατάστασιν τῆς εἰρήνης εἰς τήν Εὐρώπην. Ἡ Βρεταννική ἀντιπροσωπεία ὑπέβαλε σχέδιον διά τήν ὀργάνωσιν τῆς μελλούσης κεντρικῆς κυβερνήσεως τῆς Γερμανίας. (532, 332, 850, 378)
headline-imatismos: ΕΣΤΑΛΗ ΙΜΑΤΙΣΜΟΣ ΕΙΣ ΤΟΥΣ ΑΝΤΑΡΤΟΠΛΗΚΤΟΥΣ (863, 1100, 1025, 1125)
body-paragraph: ΛΟΝΔΙΝΟΝ, 6. (ΓΙ3. ὑπηρ.). Ὁ Ἀγγλος ὑπουργός τῶν Ἐξωτερικῶν κ. Μπέβιν ἀπήντησεν εἰς ἐρώτησιν βουλευτοῦ ὅτι ἡ βρεταννική κυβέρνησις παρακολουθεῖ μέ προσοχήν τάς πολιτικάς δίκας αἱ ὁποῖαι διεξάγονται εἰς τάς χώρας τῆς Ἀνατολικῆς Εὐρώπης. (697, 1122, 850, 1236)
body-paragraph: ΛΟΝΔΙΝΟΝ, 6. (Ἰδ. ὑπ.). Κατά πληροφορίας ἐκ Βιέννης, ὁ ἀρχηγός τοῦ ἀνεξαρτήτου κόμματος τῆς Οὐγγαρίας κ. Πφάιφερ ἐδραπέτευσεν εἰς τήν Αὐστρίαν. Αἱ σοβιετικαί ἀρχαί κατηγοροῦν τάς Ἡν. Πολιτείας ὅτι διηυκόλυναν τήν διαφυγήν του. (697, 1345, 850, 1448)
body-paragraph: Εἰς ἕνα ἀπό τά σοβιετικά πανεπιστήμια ἔφθασαν κατά τό παρελθόν ἔτος πλέον τῶν ἑξακοσίων ξένων φοιτητῶν, κυρίως ἀπό τάς χώρας τῆς Ἀσίας καί τῆς Ἀφρικῆς. Ὁ ἀριθμός οὗτος ἀυξάνει ταχέως καί θεωρεῖται ὡς ἔνδειξις τῆς σοβιετικῆς προσπαθείας ὅπως προσελκύσῃ τήν νεολαίαν τῶν ὑπαναπτύκτων χωρῶν. Εἰς τάς Ἡν. Πολιτείας ἐξ ἄλλου ὁ ἀριθμός τῶν ξένων φοιτητῶν ἐμειώθη κατά 13%. (21, 1376, 177, 1535)
headline-tessares-anapliroti: ΟΙ ΤΕΣΣΑΡΕΣ ΑΝΑΠΛΗΡΩΤΑΙ ΣΥΝΗΛΘΟΝ ΧΘΕΣ ΕΙΣ ΠΡΩΤΗΝ ΣΥΝΕΔΡΙΑΣΙΝ ΕΙΣ ΛΟΝΔΙΝΟΝ (559, 59, 1001, 153)
episode-number: 94 (1078, 265, 1104, 288)
ad-signature: ΜΠΕΚΡΑΡ ΣΩ (438, 1883, 513, 1893)
body-paragraph: Ἡ Σύγκλητος τοῦ Πανεπιστημίου ἀπεφάσισε νά ἐπιτρέψῃ τήν ἐγγραφήν εἰς τάς Ἰατρικάς Σχολάς ἀριθμοῦ φοιτητῶν ἀνάλογον πρός τάς δυνατότητας τῶν ἐργαστηρίων καί τῶν κλινικῶν. Οἱ ὑποψήφιοι θά ὑποβληθοῦν εἰς εἰδικάς ἐξετάσεις. (1249, 1227, 1440, 1306)
map-label-poland: ΠΟΛΩΝΙΑ (1061, 700, 1127, 713)
body-paragraph: Ἡ πάλη αὐτή ἐκράτησε τρία χρόνια. Τό 1920 ἡ Ρωσία εἶχε ἀπαλλαγῇ ἀπό τούς ξένους στρατούς καί ἀπό τούς λευκούς στρατηγούς. Τά Σοβιέτ εἶχαν ἐπικρατήσει, ἀλλά ἡ χώρα ἦταν κατεστραμμένη ἀπό τόν πόλεμο καί τήν πείνα. (1045, 1320, 1236, 1400)
map-soviet-russia (1042, 538, 1442, 794)
cartoon-label: ΠΙΚΡΕΚΑ (459, 1425, 500, 1435)
body-paragraph: Ὁ ἀναπληρωτής τοῦ κ. Μολότωφ ἐξέθεσε τάς σοβιετικάς ἀπόψεις ἐπί τοῦ ζητήματος τῆς ἀποδόσεως τῶν ξένων περιουσιῶν. Αἱ ἀπόψεις αὗται διαφέρουν ριζικῶς ἀπό τάς ἀπόψεις τῶν δυτικῶν δυνάμεων, αἱ ὁποῖαι ὑποστηρίζουν ὅτι πρέπει νά ἀποδοθοῦν εἰς τούς δικαιούχους. (864, 332, 1023, 446)
body-paragraph: ΟΥΑΣΙΓΚΤΩΝ, 6. (Ἰδ. ὑπ.). Ὁ ὑπουργός τῆς Γεωργίας κ. Ἄντερσον ἀνεκοίνωσεν ὅτι αἱ ἐξαγωγαί σιτηρῶν κατά τό προσεχές ἔτος θά περιορισθοῦν εἰς τό ἥμισυ λόγω τῆς μειωμένης παραγωγῆς. (869, 629, 1018, 720)
body-paragraph: Μέ τό ἀτμόπλοιον εἰς τόν Πειραιᾶ ἀφίχθησαν ἐκ Κωνστάντζης οἱ ἑξῆς ὁμογενεῖς: Κωνσταντίνος Παπαδόπουλος, Μαρία Κοντού, Γεώργιος Ἀντωνίου, Ἑλένη Δημητρίου, Ἰωάννης Σταματίου, Σοφία Νικολάου, Παναγιώτης Βασιλείου, Ἀθανάσιος Μιχαηλίδης, Εὐάγγελος Καραγιάννης καί ἄλλοι. (21, 2312, 177, 2437)
body-paragraph: Τό Ὑπουργεῖον Ἐξωτερικῶν ἐπισημαίνει ὅτι ἡ δαπάνη διά τήν φιλοξενίαν τῶν ξένων σπουδαστῶν εἶναι μικρά ἐν συγκρίσει πρός τά ὀφέλη. Ἐτονίσθη ὅτι ἡ ἐπιστροφή τῶν σπουδαστῶν εἰς τάς πατρίδας των μέ ἀμερικανικήν μόρφωσιν εἶναι τό καλύτερον μέσον προπαγάνδας. (21, 1087, 177, 1200)
subhead: Ο ΑΡΙΘΜΟΣ ΤΩΝ ΞΕΝΩΝ ΥΠΟ- ΤΡΟΦΩΝ ΕΛΑΤΤΟΥΤΑΙ ΕΝΩ ΑΥΞΑΝΕΙ ΕΙΣ ΤΗΝ ΣΟΒ.ΡΩΣΙΑΝ (29, 227, 337, 258)
star-logo-icon (182, 1826, 237, 1881)
section-tag: ΞΕΝΑΙ ΔΗΜΟΣΙΕΥΣΕΙΣ (187, 1032, 348, 1049)
headline-diethnis-diaskepsis: Η ΔΙΕΘΝΗΣ ΔΙΑΣΚΕΨΙΣ ΕΜΠΟΡΙΟΥ (886, 731, 1001, 791)
body-paragraph: Εἰς ἕνα ἀπό τά σοβιετικά πανεπιστήμια ἔφθασαν κατά τό παρελθόν ἔτος πλέον τῶν ἑξακοσίων ξένων φοιτητῶν, κυρίως ἀπό τάς χώρας τῆς Ἀσίας καί τῆς Ἀφρικῆς. Ὁ ἀριθμός οὗτος ἀυξάνει ταχέως καί θεωρεῖται ὡς ἔνδειξις τῆς σοβιετικῆς προσπαθείας ὅπως προσελκύσῃ τήν νεολαίαν τῶν ὑπαναπτύκτων χωρῶν. Εἰς τάς Ἡν. Πολιτείας ἐξ ἄλλου ὁ ἀριθμός τῶν ξένων φοιτητῶν ἐμειώθη κατά 13%. (21, 1654, 177, 1813)
body-paragraph: Ἡ πάλη αὐτή ἐκράτησε τρία χρόνια. Τό 1920 ἡ Ρωσία εἶχε ἀπαλλαγῇ ἀπό τούς ξένους στρατούς καί ἀπό τούς λευκούς στρατηγούς. Τά Σοβιέτ εἶχαν ἐπικρατήσει, ἀλλά ἡ χώρα ἦταν κατεστραμμένη ἀπό τόν πόλεμο καί τήν πείνα. (1249, 268, 1440, 348)
body-paragraph: Ἡ Σύγκλητος τοῦ Πανεπιστημίου ἀπεφάσισε νά ἐπιτρέψῃ τήν ἐγγραφήν εἰς τάς Ἰατρικάς Σχολάς ἀριθμοῦ φοιτητῶν ἀνάλογον πρός τάς δυνατότητας τῶν ἐργαστηρίων καί τῶν κλινικῶν. Οἱ ὑποψήφιοι θά ὑποβληθοῦν εἰς εἰδικάς ἐξετάσεις. (1249, 1144, 1440, 1223)
subhead: ΕΠΙΣΤΟΛΑΙ ΤΟΥ ΜΕΓΑΛΟΥ ΗΓΕΤΗ ΠΡΟΣ ΤΗ ΜΙΚΡΗ ΚΟΡΗ ΤΟΥ ΓΡΑΜΜΕΝΕΣ ΣΤΗ ΦΥΛΑΚΗ (1046, 190, 1438, 215)
subhead: ΤΙ ΛΕΓΟΥΝ ΟΙ ΡΩΣΟΙ (728, 1329, 820, 1340)
subhead: Θά περιορισθοῦν κατά 50 ο/ο (876, 518, 1011, 529)
dateline: ΛΟΝΔΙΝΟΝ, 6 Νοεμβρίου. (Ἰδιαιτέρα ὑπηρεσία). (645, 219, 915, 232)
